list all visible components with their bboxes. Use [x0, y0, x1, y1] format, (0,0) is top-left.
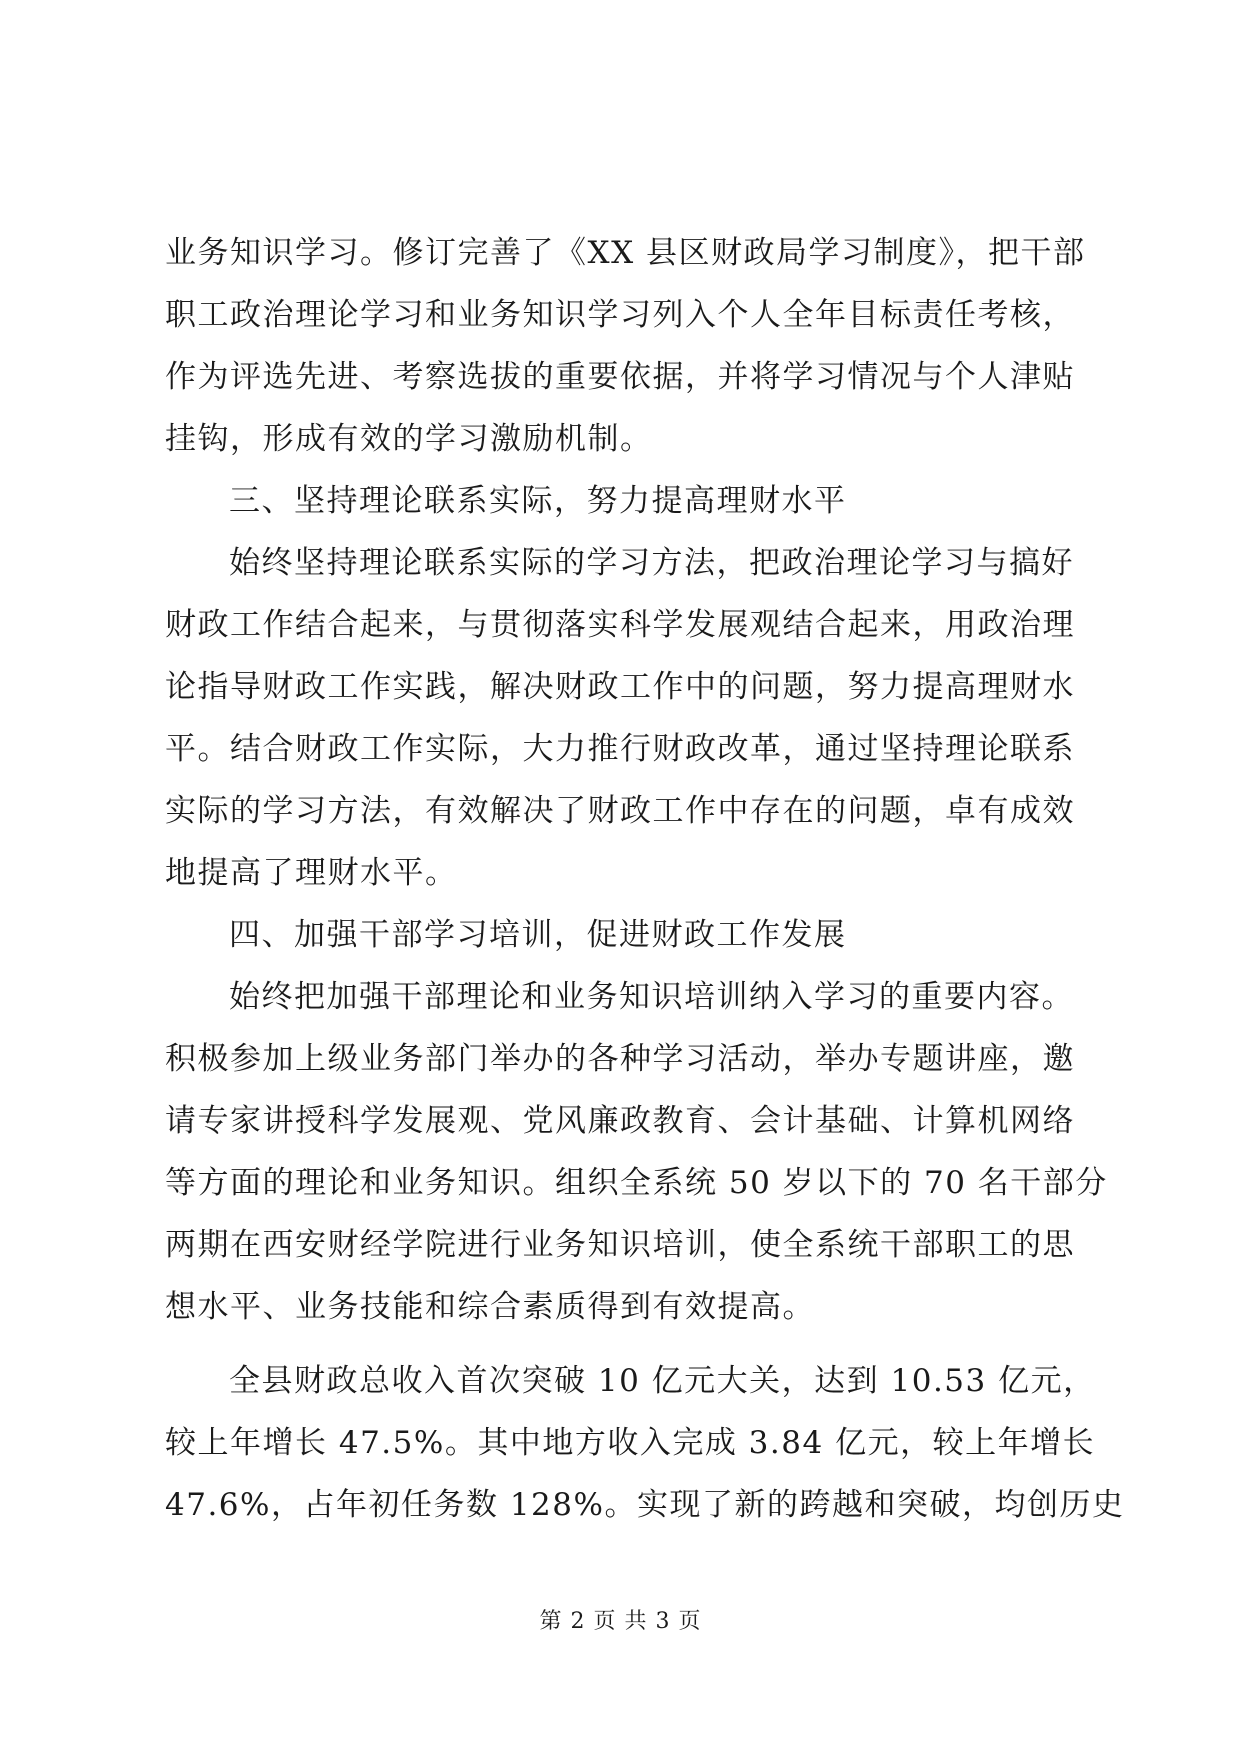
text-line: 47.6%，占年初任务数 128%。实现了新的跨越和突破，均创历史: [165, 1487, 1125, 1523]
text-line: 实际的学习方法，有效解决了财政工作中存在的问题，卓有成效: [165, 793, 1075, 829]
text-line: 等方面的理论和业务知识。组织全系统 50 岁以下的 70 名干部分: [165, 1165, 1108, 1201]
text-line: 始终坚持理论联系实际的学习方法，把政治理论学习与搞好: [229, 545, 1074, 581]
document-body: [165, 222, 1125, 1536]
section-heading: 三、坚持理论联系实际，努力提高理财水平: [229, 483, 847, 519]
text-line: 两期在西安财经学院进行业务知识培训，使全系统干部职工的思: [165, 1227, 1075, 1263]
text-line: 作为评选先进、考察选拔的重要依据，并将学习情况与个人津贴: [165, 359, 1075, 395]
text-line: 财政工作结合起来，与贯彻落实科学发展观结合起来，用政治理: [165, 607, 1075, 643]
text-line: 职工政治理论学习和业务知识学习列入个人全年目标责任考核，: [165, 297, 1075, 333]
section-heading: 四、加强干部学习培训，促进财政工作发展: [229, 917, 847, 953]
text-line: 较上年增长 47.5%。其中地方收入完成 3.84 亿元，较上年增长: [165, 1425, 1096, 1461]
text-line: 地提高了理财水平。: [165, 855, 458, 891]
text-line: 积极参加上级业务部门举办的各种学习活动，举办专题讲座，邀: [165, 1041, 1075, 1077]
text-line: 平。结合财政工作实际，大力推行财政改革，通过坚持理论联系: [165, 731, 1075, 767]
text-line: 始终把加强干部理论和业务知识培训纳入学习的重要内容。: [229, 979, 1074, 1015]
text-line: 请专家讲授科学发展观、党风廉政教育、会计基础、计算机网络: [165, 1103, 1075, 1139]
text-line: 业务知识学习。修订完善了《XX 县区财政局学习制度》，把干部: [165, 235, 1086, 271]
text-line: 全县财政总收入首次突破 10 亿元大关，达到 10.53 亿元，: [229, 1363, 1096, 1399]
text-line: 论指导财政工作实践，解决财政工作中的问题，努力提高理财水: [165, 669, 1075, 705]
text-line: 挂钩，形成有效的学习激励机制。: [165, 421, 653, 457]
paragraph-gap: [165, 1338, 1080, 1350]
text-line: 想水平、业务技能和综合素质得到有效提高。: [165, 1289, 815, 1325]
page-number-footer: 第 2 页 共 3 页: [539, 1609, 702, 1634]
